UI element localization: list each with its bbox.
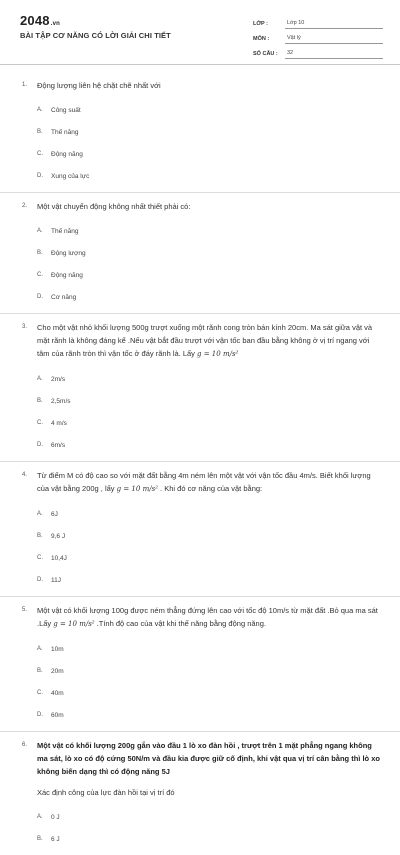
answer-text: 2,5m/s	[51, 397, 71, 405]
question-4	[0, 462, 400, 597]
answer-text: 20m	[51, 667, 64, 675]
answer-option-b[interactable]	[37, 660, 209, 682]
answer-option-a[interactable]	[37, 806, 209, 828]
question-text	[37, 469, 380, 496]
formula: g = 10 m/s²	[116, 485, 158, 493]
question-number: 4.	[22, 472, 28, 478]
answer-option-b[interactable]	[37, 828, 209, 850]
answer-letter: A.	[37, 107, 43, 113]
answer-letter: A.	[37, 646, 43, 652]
answer-option-c[interactable]	[37, 264, 209, 286]
formula: g = 10 m/s²	[197, 350, 239, 358]
answer-text: Xung của lực	[51, 172, 90, 180]
answer-letter: B.	[37, 836, 43, 842]
question-text: Động lượng liên hệ chặt chẽ nhất với	[37, 81, 161, 90]
answer-options	[22, 638, 380, 726]
answer-option-a[interactable]	[37, 638, 209, 660]
answer-option-d[interactable]	[37, 704, 209, 726]
answer-text: 6J	[51, 510, 58, 518]
meta-label: LỚP :	[253, 21, 268, 27]
answer-option-a[interactable]	[37, 368, 209, 390]
question-stem	[22, 469, 380, 496]
answer-options	[22, 220, 380, 308]
question-5	[0, 597, 400, 732]
question-text: Một vật chuyển động không nhất thiết phải có:	[37, 202, 191, 211]
answer-text: 9,6 J	[51, 532, 66, 540]
site-logo[interactable]: 2048.vn	[20, 13, 61, 28]
answer-option-d[interactable]	[37, 165, 209, 187]
question-stem	[22, 200, 380, 213]
answer-text: 0 J	[51, 813, 60, 821]
answer-option-b[interactable]	[37, 525, 209, 547]
answer-letter: B.	[37, 668, 43, 674]
question-number: 2.	[22, 203, 28, 209]
page-header	[0, 0, 400, 64]
meta-row-count	[253, 44, 383, 59]
answer-text: Thế năng	[51, 128, 79, 136]
question-text-part: . Khi đó cơ năng của vật bằng:	[157, 484, 263, 493]
answer-letter: C.	[37, 555, 43, 561]
question-text: Một vật có khối lượng 200g gắn vào đầu 1 lò xo đàn hồi , trượt trên 1 mặt phẳng ngang không ma sát, lò xo có độ cứng 50N/m và đầu kia được giữ cố định, khi vật qua vị trí cân bằng thì lò xo không biến dạng thì có động năng 5J	[37, 741, 380, 776]
question-list	[0, 72, 400, 855]
answer-option-a[interactable]	[37, 503, 209, 525]
document-meta	[253, 14, 383, 59]
answer-options	[22, 99, 380, 187]
answer-letter: A.	[37, 511, 43, 517]
answer-option-a[interactable]	[37, 220, 209, 242]
answer-option-a[interactable]	[37, 99, 209, 121]
answer-letter: A.	[37, 814, 43, 820]
answer-text: Thế năng	[51, 227, 79, 235]
answer-letter: D.	[37, 712, 43, 718]
question-stem	[22, 604, 380, 631]
answer-letter: C.	[37, 272, 43, 278]
document-title: BÀI TẬP CƠ NĂNG CÓ LỜI GIẢI CHI TIẾT	[20, 31, 171, 40]
answer-option-c[interactable]	[37, 547, 209, 569]
question-subtext: Xác định công của lực đàn hồi tại vị trí đó	[37, 788, 175, 797]
question-stem	[22, 739, 380, 778]
question-text-part: .Tính độ cao của vật khi thế năng bằng động năng.	[94, 619, 266, 628]
answer-text: 60m	[51, 711, 64, 719]
answer-text: 2m/s	[51, 375, 66, 383]
header-divider	[0, 64, 400, 65]
meta-label: MÔN :	[253, 36, 270, 42]
answer-option-d[interactable]	[37, 569, 209, 591]
question-6	[0, 732, 400, 855]
question-number: 5.	[22, 607, 28, 613]
meta-row-class	[253, 14, 383, 29]
question-number: 1.	[22, 82, 28, 88]
answer-option-b[interactable]	[37, 121, 209, 143]
answer-letter: B.	[37, 533, 43, 539]
answer-text: 11J	[51, 576, 61, 584]
answer-letter: B.	[37, 250, 43, 256]
question-stem	[22, 321, 380, 361]
answer-option-b[interactable]	[37, 390, 209, 412]
answer-text: 10m	[51, 645, 64, 653]
answer-text: 40m	[51, 689, 64, 697]
question-text	[37, 604, 380, 631]
question-2	[0, 193, 400, 314]
answer-letter: B.	[37, 398, 43, 404]
question-text-part: Từ điểm M có độ cao so với mặt đất bằng 4m ném lên một vật với vận tốc đầu 4m/s. Biết khối lượng của vật bằng 200g , lấy	[37, 471, 371, 493]
meta-value: Vật lý	[285, 35, 383, 44]
answer-option-c[interactable]	[37, 682, 209, 704]
question-3	[0, 314, 400, 462]
answer-option-c[interactable]	[37, 143, 209, 165]
question-1	[0, 72, 400, 193]
question-number: 3.	[22, 324, 28, 330]
answer-letter: C.	[37, 420, 43, 426]
answer-letter: D.	[37, 577, 43, 583]
meta-value: 32	[285, 50, 383, 59]
answer-options	[22, 368, 380, 456]
answer-letter: D.	[37, 442, 43, 448]
answer-option-d[interactable]	[37, 286, 209, 308]
answer-letter: A.	[37, 228, 43, 234]
answer-text: Động lượng	[51, 249, 86, 257]
answer-options	[22, 806, 380, 850]
answer-letter: D.	[37, 173, 43, 179]
answer-text: Cơ năng	[51, 293, 77, 301]
answer-letter: B.	[37, 129, 43, 135]
answer-options	[22, 503, 380, 591]
answer-text: Động năng	[51, 150, 83, 158]
answer-option-b[interactable]	[37, 242, 209, 264]
answer-text: 6 J	[51, 835, 60, 843]
answer-text: 10,4J	[51, 554, 67, 562]
question-number: 6.	[22, 742, 28, 748]
answer-letter: D.	[37, 294, 43, 300]
question-text	[37, 321, 380, 361]
answer-text: 6m/s	[51, 441, 66, 449]
answer-text: 4 m/s	[51, 419, 67, 427]
answer-option-c[interactable]	[37, 412, 209, 434]
answer-text: Động năng	[51, 271, 83, 279]
question-text-part: Một vật có khối lượng 100g được ném thẳng đứng lên cao với tốc độ 10m/s từ mặt đất .Bỏ qua ma sát .Lấy	[37, 606, 378, 628]
question-stem	[22, 79, 380, 92]
formula: g = 10 m/s²	[53, 620, 95, 628]
answer-letter: C.	[37, 151, 43, 157]
answer-text: Công suất	[51, 106, 81, 114]
meta-label: SỐ CÂU :	[253, 51, 278, 57]
meta-value: Lớp 10	[285, 20, 383, 29]
answer-option-d[interactable]	[37, 434, 209, 456]
question-text-part: Cho một vật nhỏ khối lượng 500g trượt xuống một rãnh cong tròn bán kính 20cm. Ma sát giữa vật và mặt rãnh là không đáng kể .Nếu vật bắt đầu trượt với vận tốc ban đầu bằng không ở vị trí ngang với tâm của rãnh tròn thì vận tốc ở đáy rãnh là. Lấy	[37, 323, 373, 358]
answer-letter: C.	[37, 690, 43, 696]
answer-letter: A.	[37, 376, 43, 382]
meta-row-subject	[253, 29, 383, 44]
